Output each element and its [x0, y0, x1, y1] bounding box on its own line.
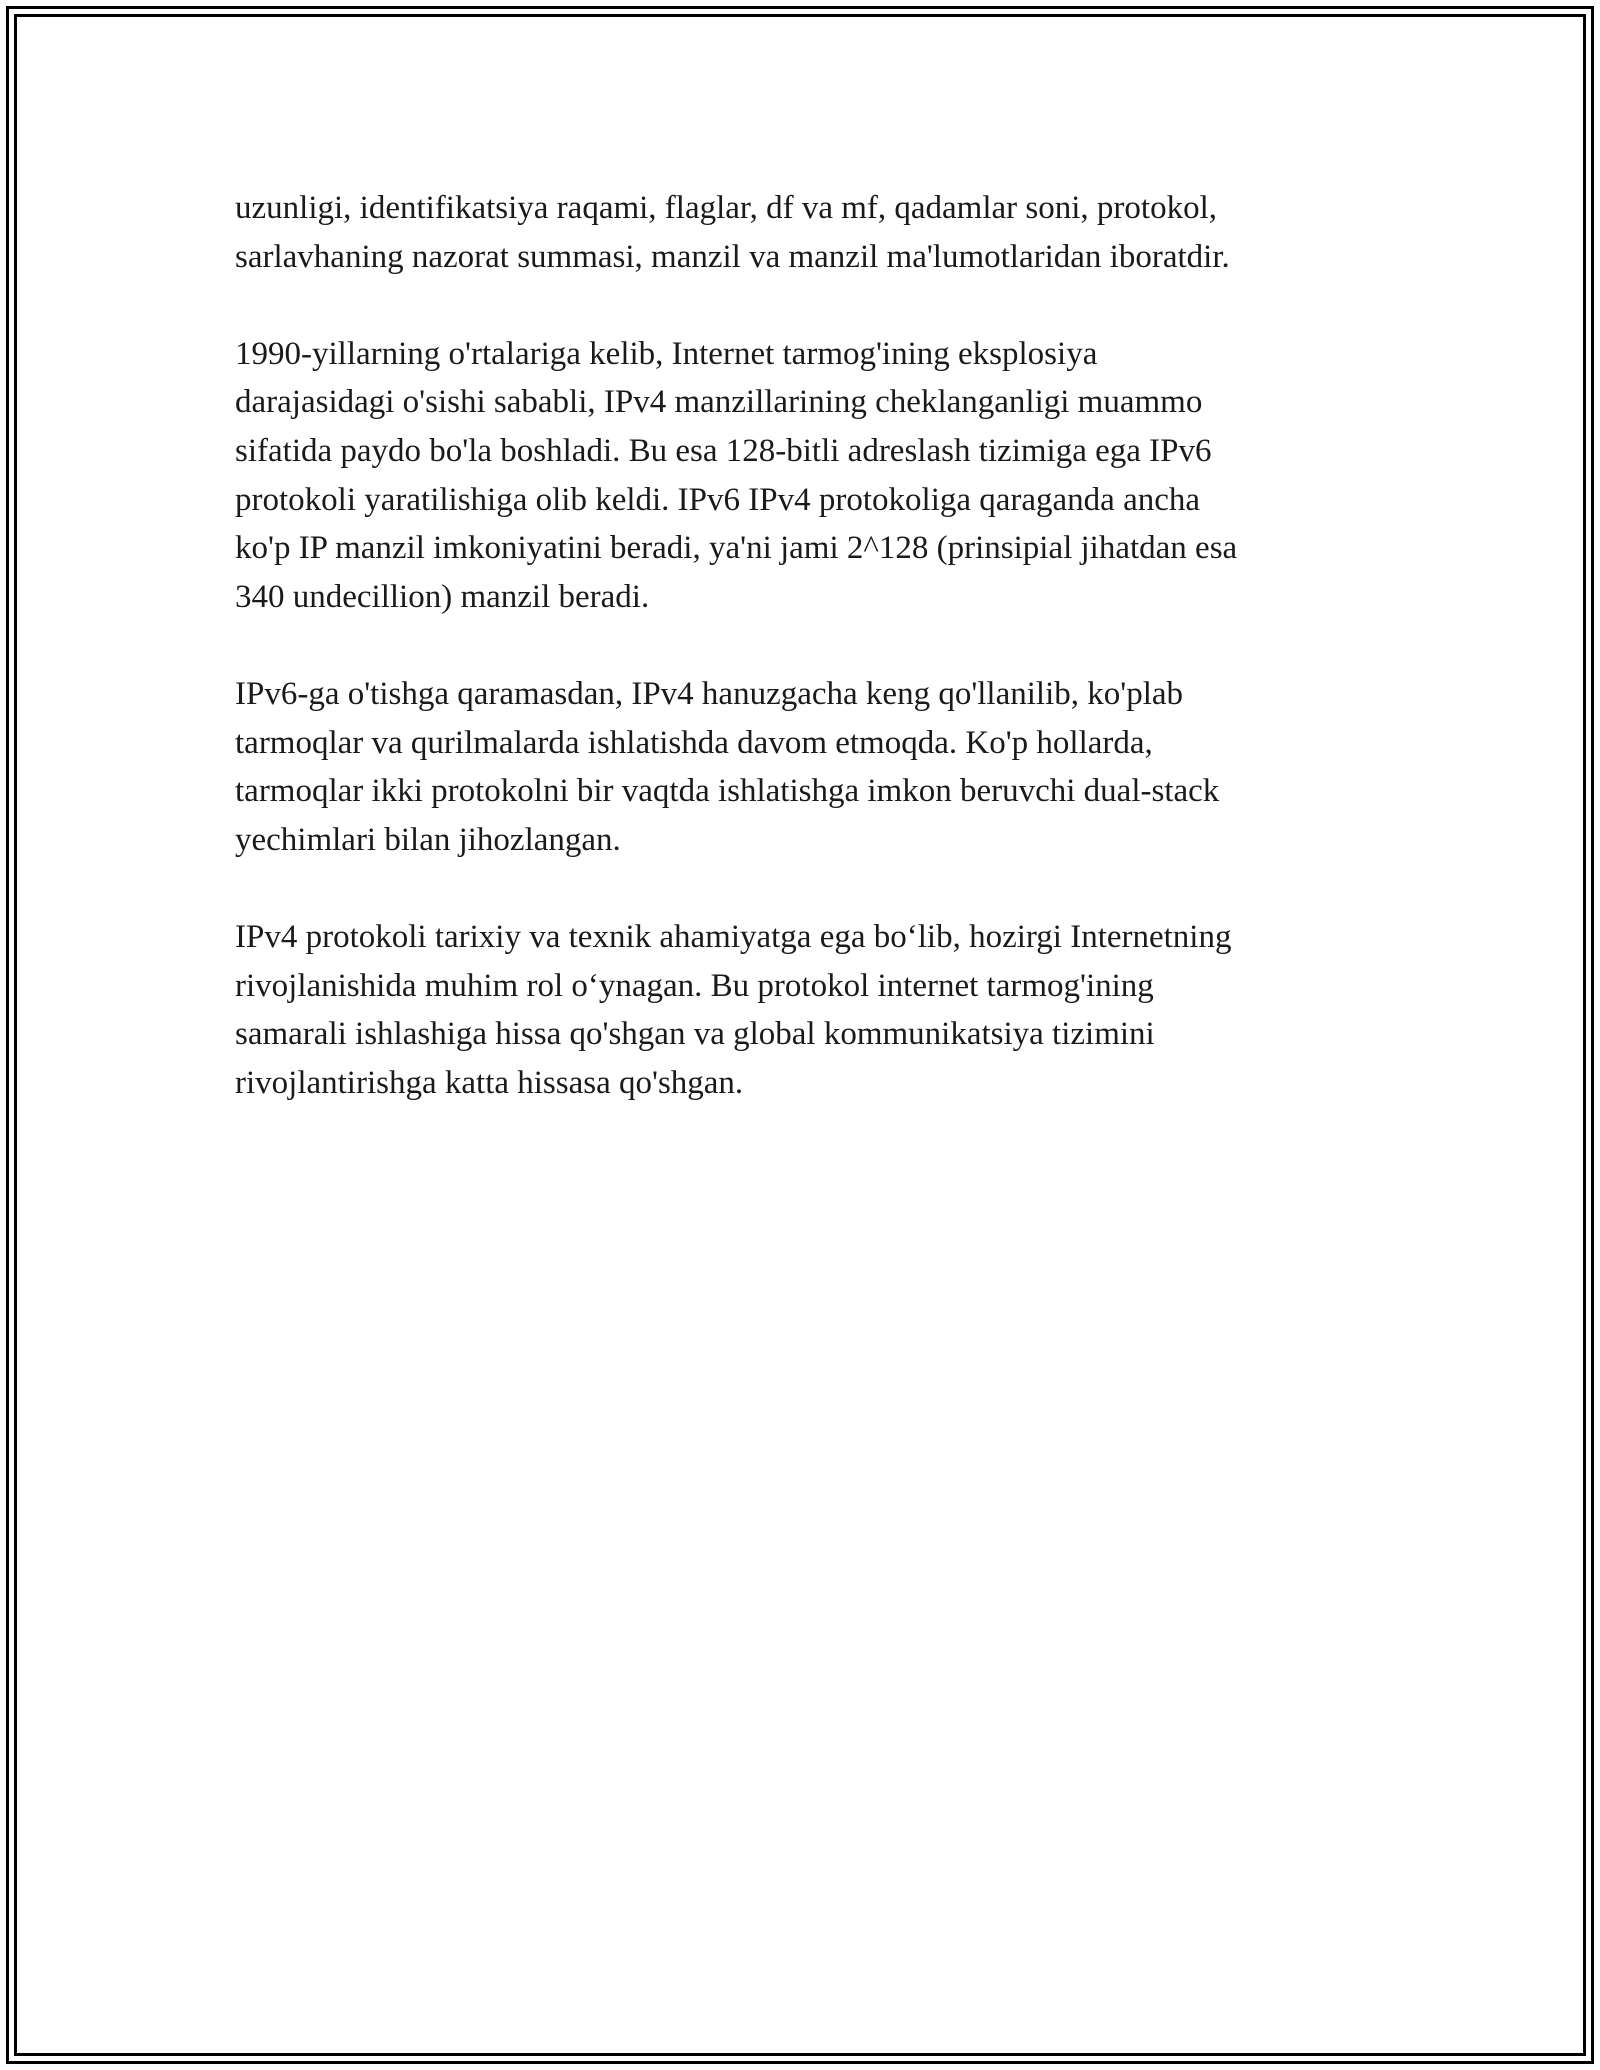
- paragraph-4: IPv4 protokoli tarixiy va texnik ahamiyatga ega bo‘lib, hozirgi Internetning rivojlanishida muhim rol o‘ynagan. Bu protokol internet tarmog'ining samarali ishlashiga hissa qo'shgan va global kommunikatsiya tizimini rivojlantirishga katta hissasa qo'shgan.: [235, 918, 1232, 1101]
- document-body: [235, 184, 1375, 1156]
- paragraph-3: IPv6-ga o'tishga qaramasdan, IPv4 hanuzgacha keng qo'llanilib, ko'plab tarmoqlar va qurilmalarda ishlatishda davom etmoqda. Ko'p hollarda, tarmoqlar ikki protokolni bir vaqtda ishlatishga imkon beruvchi dual-stack yechimlari bilan jihozlangan.: [235, 675, 1220, 858]
- paragraph-1: uzunligi, identifikatsiya raqami, flaglar, df va mf, qadamlar soni, protokol, sarlavhaning nazorat summasi, manzil va manzil ma'lumotlaridan iboratdir.: [235, 190, 1230, 275]
- paragraph-2: 1990-yillarning o'rtalariga kelib, Internet tarmog'ining eksplosiya darajasidagi o'sishi sababli, IPv4 manzillarining cheklanganligi muammo sifatida paydo bo'la boshladi. Bu esa 128-bitli adreslash tizimiga ega IPv6 protokoli yaratilishiga olib keldi. IPv6 IPv4 protokoliga qaraganda ancha ko'p IP manzil imkoniyatini beradi, ya'ni jami 2^128 (prinsipial jihatdan esa 340 undecillion) manzil beradi.: [235, 335, 1238, 615]
